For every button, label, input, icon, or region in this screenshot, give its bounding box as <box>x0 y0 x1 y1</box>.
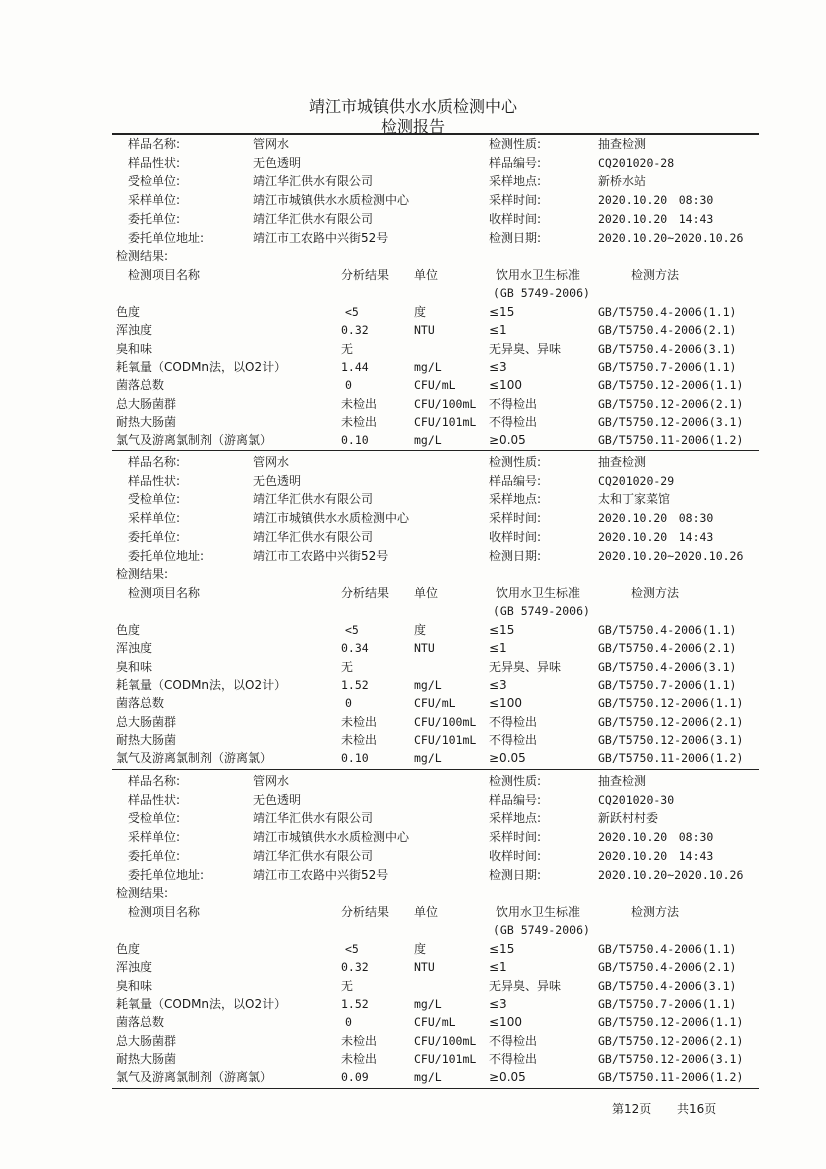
item-name: 总大肠菌群 <box>116 396 177 411</box>
result-value: <5 <box>345 305 359 319</box>
receive-time-value: 2020.10.20 14:43 <box>598 529 714 544</box>
label-client-address: 委托单位地址: <box>128 548 205 563</box>
method-value: GB/T5750.4-2006(3.1) <box>598 978 737 993</box>
label-sampling-unit: 采样单位: <box>128 511 181 526</box>
method-value: GB/T5750.4-2006(1.1) <box>598 305 737 319</box>
standard-value: 不得检出 <box>489 732 538 747</box>
column-header-result: 分析结果 <box>341 586 390 600</box>
result-value: 1.44 <box>341 359 369 374</box>
label-test-nature: 检测性质: <box>489 455 542 469</box>
label-receive-time: 收样时间: <box>489 211 542 226</box>
standard-value: 无异臭、异味 <box>489 978 562 993</box>
label-test-date: 检测日期: <box>489 548 542 563</box>
sample-section <box>0 455 826 775</box>
label-inspected-unit: 受检单位: <box>128 174 181 189</box>
item-name: 菌落总数 <box>116 1015 165 1030</box>
sample-name-value: 管网水 <box>253 774 290 788</box>
label-sampling-unit: 采样单位: <box>128 830 181 845</box>
result-value: 0.09 <box>341 1070 369 1085</box>
column-header-result: 分析结果 <box>341 268 390 282</box>
standard-value: 不得检出 <box>489 396 538 411</box>
method-value: GB/T5750.7-2006(1.1) <box>598 359 737 374</box>
unit-value: mg/L <box>414 751 442 766</box>
label-sample-state: 样品性状: <box>128 792 181 807</box>
column-header-item: 检测项目名称 <box>128 268 201 282</box>
test-date-value: 2020.10.20~2020.10.26 <box>598 230 744 245</box>
results-heading: 检测结果: <box>116 249 169 263</box>
unit-value: NTU <box>414 323 435 338</box>
result-value: 1.52 <box>341 996 369 1011</box>
label-test-date: 检测日期: <box>489 230 542 245</box>
method-value: GB/T5750.12-2006(2.1) <box>598 714 744 729</box>
inspected-unit-value: 靖江华汇供水有限公司 <box>253 492 374 507</box>
label-sampling-time: 采样时间: <box>489 193 542 208</box>
column-header-standard: 饮用水卫生标准 <box>496 905 581 919</box>
item-name: 耗氧量（CODMn法，以O2计） <box>116 996 287 1011</box>
label-sampling-unit: 采样单位: <box>128 193 181 208</box>
method-value: GB/T5750.7-2006(1.1) <box>598 677 737 692</box>
item-name: 臭和味 <box>116 341 153 356</box>
standard-value: ≥0.05 <box>489 751 526 766</box>
client-unit-value: 靖江华汇供水有限公司 <box>253 211 374 226</box>
item-name: 臭和味 <box>116 978 153 993</box>
sample-no-value: CQ201020-28 <box>598 155 675 170</box>
sampling-site-value: 新桥水站 <box>598 174 647 189</box>
inspected-unit-value: 靖江华汇供水有限公司 <box>253 174 374 189</box>
label-sampling-time: 采样时间: <box>489 830 542 845</box>
result-value: 未检出 <box>341 1033 378 1048</box>
method-value: GB/T5750.4-2006(1.1) <box>598 942 737 956</box>
item-name: 耗氧量（CODMn法，以O2计） <box>116 359 287 374</box>
unit-value: CFU/101mL <box>414 414 477 429</box>
column-header-standard: 饮用水卫生标准 <box>496 586 581 600</box>
test-nature-value: 抽查检测 <box>598 137 647 151</box>
item-name: 浑浊度 <box>116 960 153 975</box>
standard-value: 无异臭、异味 <box>489 659 562 674</box>
standard-value: ≤1 <box>489 641 507 656</box>
method-value: GB/T5750.11-2006(1.2) <box>598 433 744 448</box>
result-value: 未检出 <box>341 1051 378 1066</box>
item-name: 总大肠菌群 <box>116 1033 177 1048</box>
item-name: 氯气及游离氯制剂（游离氯） <box>116 1070 273 1085</box>
sampling-time-value: 2020.10.20 08:30 <box>598 830 714 845</box>
method-value: GB/T5750.12-2006(1.1) <box>598 1015 744 1030</box>
label-sample-name: 样品名称: <box>128 455 181 469</box>
page-total: 共16页 <box>677 1102 717 1116</box>
label-client-unit: 委托单位: <box>128 211 181 226</box>
method-value: GB/T5750.7-2006(1.1) <box>598 996 737 1011</box>
unit-value: mg/L <box>414 433 442 448</box>
standard-value: ≥0.05 <box>489 1070 526 1085</box>
client-address-value: 靖江市工农路中兴街52号 <box>253 548 389 563</box>
client-address-value: 靖江市工农路中兴街52号 <box>253 230 389 245</box>
result-value: 0 <box>345 696 352 711</box>
report-title: 检测报告 <box>380 117 445 136</box>
column-header-standard-sub: (GB 5749-2006) <box>493 604 590 618</box>
column-header-standard-sub: (GB 5749-2006) <box>493 923 590 937</box>
method-value: GB/T5750.4-2006(1.1) <box>598 623 737 637</box>
method-value: GB/T5750.12-2006(1.1) <box>598 696 744 711</box>
column-header-method: 检测方法 <box>631 586 680 600</box>
label-sampling-site: 采样地点: <box>489 811 542 826</box>
method-value: GB/T5750.11-2006(1.2) <box>598 1070 744 1085</box>
label-inspected-unit: 受检单位: <box>128 492 181 507</box>
label-sampling-time: 采样时间: <box>489 511 542 526</box>
method-value: GB/T5750.4-2006(2.1) <box>598 960 737 975</box>
standard-value: ≤3 <box>489 996 507 1011</box>
item-name: 耐热大肠菌 <box>116 732 177 747</box>
item-name: 色度 <box>116 942 141 956</box>
label-test-nature: 检测性质: <box>489 774 542 788</box>
unit-value: mg/L <box>414 677 442 692</box>
label-sampling-site: 采样地点: <box>489 492 542 507</box>
label-sample-name: 样品名称: <box>128 137 181 151</box>
sample-name-value: 管网水 <box>253 455 290 469</box>
column-header-standard: 饮用水卫生标准 <box>496 268 581 282</box>
unit-value: NTU <box>414 641 435 656</box>
test-nature-value: 抽查检测 <box>598 774 647 788</box>
unit-value: mg/L <box>414 359 442 374</box>
column-header-unit: 单位 <box>414 905 439 919</box>
method-value: GB/T5750.4-2006(3.1) <box>598 341 737 356</box>
result-value: 未检出 <box>341 396 378 411</box>
receive-time-value: 2020.10.20 14:43 <box>598 848 714 863</box>
unit-value: CFU/mL <box>414 378 456 393</box>
test-nature-value: 抽查检测 <box>598 455 647 469</box>
standard-value: ≤3 <box>489 677 507 692</box>
method-value: GB/T5750.12-2006(2.1) <box>598 396 744 411</box>
result-value: 无 <box>341 341 354 356</box>
result-value: <5 <box>345 623 359 637</box>
item-name: 耐热大肠菌 <box>116 414 177 429</box>
unit-value: 度 <box>414 305 427 319</box>
inspected-unit-value: 靖江华汇供水有限公司 <box>253 811 374 826</box>
label-sample-no: 样品编号: <box>489 155 542 170</box>
sampling-site-value: 太和丁家菜馆 <box>598 492 671 507</box>
label-receive-time: 收样时间: <box>489 529 542 544</box>
standard-value: 不得检出 <box>489 1051 538 1066</box>
unit-value: 度 <box>414 623 427 637</box>
sample-name-value: 管网水 <box>253 137 290 151</box>
standard-value: ≥0.05 <box>489 433 526 448</box>
unit-value: CFU/100mL <box>414 714 477 729</box>
column-header-unit: 单位 <box>414 268 439 282</box>
unit-value: CFU/mL <box>414 696 456 711</box>
method-value: GB/T5750.4-2006(2.1) <box>598 641 737 656</box>
column-header-result: 分析结果 <box>341 905 390 919</box>
test-date-value: 2020.10.20~2020.10.26 <box>598 867 744 882</box>
standard-value: ≤100 <box>489 1015 522 1030</box>
result-value: 未检出 <box>341 714 378 729</box>
result-value: 无 <box>341 659 354 674</box>
item-name: 色度 <box>116 623 141 637</box>
column-header-unit: 单位 <box>414 586 439 600</box>
results-heading: 检测结果: <box>116 886 169 900</box>
column-header-method: 检测方法 <box>631 905 680 919</box>
item-name: 臭和味 <box>116 659 153 674</box>
column-header-item: 检测项目名称 <box>128 586 201 600</box>
method-value: GB/T5750.12-2006(3.1) <box>598 414 744 429</box>
sample-section <box>0 137 826 457</box>
column-header-item: 检测项目名称 <box>128 905 201 919</box>
item-name: 氯气及游离氯制剂（游离氯） <box>116 751 273 766</box>
method-value: GB/T5750.12-2006(3.1) <box>598 1051 744 1066</box>
client-unit-value: 靖江华汇供水有限公司 <box>253 529 374 544</box>
label-inspected-unit: 受检单位: <box>128 811 181 826</box>
column-header-standard-sub: (GB 5749-2006) <box>493 286 590 300</box>
standard-value: ≤15 <box>489 305 515 319</box>
client-address-value: 靖江市工农路中兴街52号 <box>253 867 389 882</box>
label-sample-state: 样品性状: <box>128 155 181 170</box>
result-value: 未检出 <box>341 732 378 747</box>
standard-value: 无异臭、异味 <box>489 341 562 356</box>
unit-value: CFU/mL <box>414 1015 456 1030</box>
item-name: 菌落总数 <box>116 696 165 711</box>
label-receive-time: 收样时间: <box>489 848 542 863</box>
standard-value: 不得检出 <box>489 1033 538 1048</box>
standard-value: ≤1 <box>489 960 507 975</box>
label-client-address: 委托单位地址: <box>128 867 205 882</box>
sample-no-value: CQ201020-29 <box>598 473 675 488</box>
item-name: 浑浊度 <box>116 641 153 656</box>
result-value: <5 <box>345 942 359 956</box>
standard-value: ≤15 <box>489 942 515 956</box>
item-name: 耐热大肠菌 <box>116 1051 177 1066</box>
label-test-nature: 检测性质: <box>489 137 542 151</box>
unit-value: 度 <box>414 942 427 956</box>
page-number: 第12页 <box>612 1102 652 1116</box>
standard-value: ≤100 <box>489 696 522 711</box>
item-name: 总大肠菌群 <box>116 714 177 729</box>
results-heading: 检测结果: <box>116 567 169 581</box>
label-sampling-site: 采样地点: <box>489 174 542 189</box>
item-name: 浑浊度 <box>116 323 153 338</box>
result-value: 0 <box>345 1015 352 1030</box>
standard-value: 不得检出 <box>489 414 538 429</box>
unit-value: CFU/101mL <box>414 732 477 747</box>
sampling-time-value: 2020.10.20 08:30 <box>598 193 714 208</box>
item-name: 菌落总数 <box>116 378 165 393</box>
sample-state-value: 无色透明 <box>253 792 302 807</box>
label-client-unit: 委托单位: <box>128 529 181 544</box>
method-value: GB/T5750.12-2006(2.1) <box>598 1033 744 1048</box>
unit-value: mg/L <box>414 1070 442 1085</box>
method-value: GB/T5750.11-2006(1.2) <box>598 751 744 766</box>
label-client-unit: 委托单位: <box>128 848 181 863</box>
client-unit-value: 靖江华汇供水有限公司 <box>253 848 374 863</box>
sample-section <box>0 774 826 1094</box>
label-client-address: 委托单位地址: <box>128 230 205 245</box>
org-title: 靖江市城镇供水水质检测中心 <box>308 97 517 116</box>
result-value: 1.52 <box>341 677 369 692</box>
method-value: GB/T5750.4-2006(3.1) <box>598 659 737 674</box>
result-value: 0.32 <box>341 323 369 338</box>
receive-time-value: 2020.10.20 14:43 <box>598 211 714 226</box>
sample-no-value: CQ201020-30 <box>598 792 675 807</box>
label-sample-no: 样品编号: <box>489 473 542 488</box>
standard-value: ≤100 <box>489 378 522 393</box>
method-value: GB/T5750.12-2006(3.1) <box>598 732 744 747</box>
unit-value: CFU/101mL <box>414 1051 477 1066</box>
unit-value: CFU/100mL <box>414 1033 477 1048</box>
result-value: 未检出 <box>341 414 378 429</box>
label-sample-state: 样品性状: <box>128 473 181 488</box>
sampling-time-value: 2020.10.20 08:30 <box>598 511 714 526</box>
method-value: GB/T5750.12-2006(1.1) <box>598 378 744 393</box>
column-header-method: 检测方法 <box>631 268 680 282</box>
header-divider <box>112 133 759 135</box>
unit-value: CFU/100mL <box>414 396 477 411</box>
result-value: 0.10 <box>341 433 369 448</box>
result-value: 0.10 <box>341 751 369 766</box>
item-name: 耗氧量（CODMn法，以O2计） <box>116 677 287 692</box>
result-value: 0.34 <box>341 641 369 656</box>
sampling-unit-value: 靖江市城镇供水水质检测中心 <box>253 511 410 526</box>
label-sample-name: 样品名称: <box>128 774 181 788</box>
sample-state-value: 无色透明 <box>253 473 302 488</box>
unit-value: mg/L <box>414 996 442 1011</box>
item-name: 色度 <box>116 305 141 319</box>
sampling-unit-value: 靖江市城镇供水水质检测中心 <box>253 830 410 845</box>
label-test-date: 检测日期: <box>489 867 542 882</box>
result-value: 0 <box>345 378 352 393</box>
result-value: 0.32 <box>341 960 369 975</box>
standard-value: 不得检出 <box>489 714 538 729</box>
standard-value: ≤1 <box>489 323 507 338</box>
sample-state-value: 无色透明 <box>253 155 302 170</box>
sampling-unit-value: 靖江市城镇供水水质检测中心 <box>253 193 410 208</box>
method-value: GB/T5750.4-2006(2.1) <box>598 323 737 338</box>
standard-value: ≤3 <box>489 359 507 374</box>
result-value: 无 <box>341 978 354 993</box>
sampling-site-value: 新跃村村委 <box>598 811 659 826</box>
test-date-value: 2020.10.20~2020.10.26 <box>598 548 744 563</box>
unit-value: NTU <box>414 960 435 975</box>
standard-value: ≤15 <box>489 623 515 637</box>
label-sample-no: 样品编号: <box>489 792 542 807</box>
item-name: 氯气及游离氯制剂（游离氯） <box>116 433 273 448</box>
